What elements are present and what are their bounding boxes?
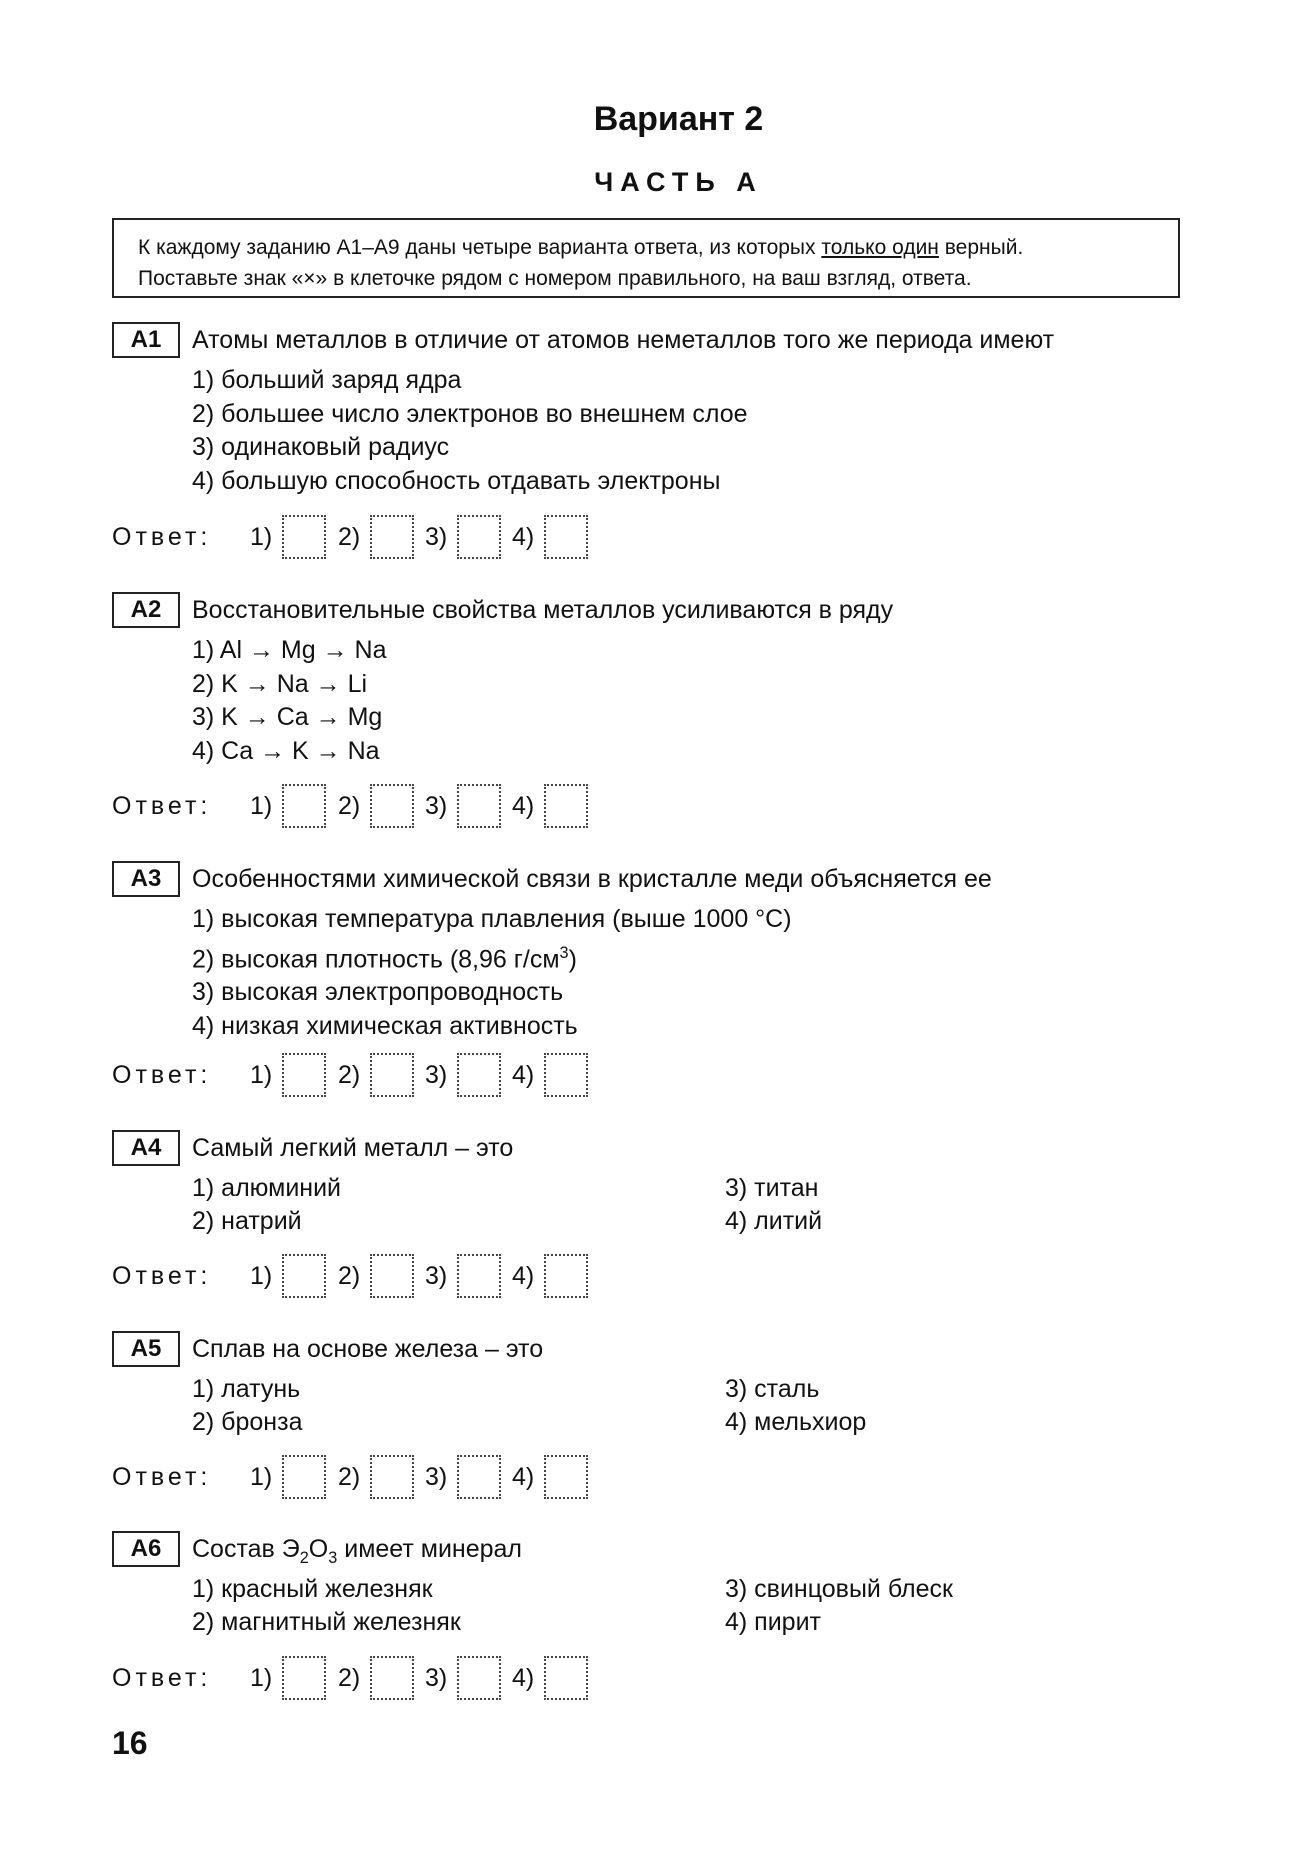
task-id-badge: А3 (112, 861, 180, 897)
answer-number-3: 3) (425, 1262, 448, 1290)
options-list (192, 634, 1212, 768)
answer-number-4: 4) (512, 1463, 535, 1491)
option-2: 2) бронза (192, 1408, 303, 1436)
task-question: Восстановительные свойства металлов усиливаются в ряду (192, 596, 894, 624)
answer-label: Ответ: (112, 523, 212, 551)
instructions-line-2: Поставьте знак «×» в клеточке рядом с номером правильного, на ваш взгляд, ответа. (138, 267, 972, 290)
answer-label: Ответ: (112, 792, 212, 820)
answer-number-2: 2) (338, 1463, 361, 1491)
task-a6 (112, 1531, 1212, 1640)
answer-number-4: 4) (512, 1061, 535, 1089)
option-1: 1) алюминий (192, 1174, 342, 1202)
instructions-line-1: К каждому заданию А1–А9 даны четыре варианта ответа, из которых только один верный. (138, 236, 1024, 259)
task-a1 (112, 322, 1212, 498)
answer-number-3: 3) (425, 523, 448, 551)
task-id-badge: А5 (112, 1331, 180, 1367)
options-grid (192, 1172, 1212, 1239)
answer-number-3: 3) (425, 1061, 448, 1089)
task-id-badge: А4 (112, 1130, 180, 1166)
answer-number-1: 1) (250, 1262, 273, 1290)
answer-row-a1 (112, 515, 712, 561)
answer-checkbox-4[interactable] (544, 784, 588, 828)
answer-checkbox-1[interactable] (282, 1455, 326, 1499)
task-a3 (112, 861, 1212, 1043)
answer-checkbox-1[interactable] (282, 1656, 326, 1700)
option-4: 4) большую способность отдавать электроны (192, 466, 721, 495)
options-grid (192, 1373, 1212, 1440)
answer-checkbox-2[interactable] (370, 784, 414, 828)
task-question: Атомы металлов в отличие от атомов неметаллов того же периода имеют (192, 326, 1055, 354)
option-1: 1) Al → Mg → Na (192, 636, 387, 664)
option-1: 1) красный железняк (192, 1575, 433, 1603)
options-list (192, 364, 1212, 498)
answer-number-3: 3) (425, 1463, 448, 1491)
answer-number-1: 1) (250, 523, 273, 551)
answer-number-1: 1) (250, 1664, 273, 1692)
option-3: 3) одинаковый радиус (192, 433, 450, 461)
option-4: 4) мельхиор (725, 1408, 867, 1436)
answer-checkbox-2[interactable] (370, 515, 414, 559)
answer-number-2: 2) (338, 792, 361, 820)
task-question: Состав $Э_2O_3$ имеет минерал (192, 1535, 523, 1567)
answer-label: Ответ: (112, 1262, 212, 1290)
answer-number-2: 2) (338, 1664, 361, 1692)
option-1: 1) высокая температура плавления (выше 1000 °С) (192, 905, 792, 933)
page-number: 16 (112, 1725, 148, 1761)
answer-checkbox-3[interactable] (457, 1656, 501, 1700)
answer-checkbox-3[interactable] (457, 784, 501, 828)
answer-label: Ответ: (112, 1061, 212, 1089)
option-3: 3) свинцовый блеск (725, 1575, 953, 1603)
answer-checkbox-4[interactable] (544, 1455, 588, 1499)
answer-number-2: 2) (338, 523, 361, 551)
answer-checkbox-2[interactable] (370, 1455, 414, 1499)
answer-number-4: 4) (512, 523, 535, 551)
answer-checkbox-4[interactable] (544, 515, 588, 559)
option-3: 3) высокая электропроводность (192, 978, 564, 1007)
task-id-badge: А2 (112, 592, 180, 628)
options-list (192, 903, 1212, 1043)
answer-number-3: 3) (425, 792, 448, 820)
task-question: Самый легкий металл – это (192, 1134, 514, 1162)
answer-label: Ответ: (112, 1664, 212, 1692)
task-question: Сплав на основе железа – это (192, 1335, 544, 1363)
answer-checkbox-2[interactable] (370, 1254, 414, 1298)
answer-checkbox-1[interactable] (282, 515, 326, 559)
option-2: 2) магнитный железняк (192, 1608, 461, 1636)
answer-number-4: 4) (512, 1262, 535, 1290)
option-1: 1) латунь (192, 1375, 301, 1403)
answer-checkbox-4[interactable] (544, 1053, 588, 1097)
answer-checkbox-1[interactable] (282, 784, 326, 828)
option-3: 3) сталь (725, 1375, 820, 1403)
task-a5 (112, 1331, 1212, 1440)
answer-checkbox-4[interactable] (544, 1656, 588, 1700)
answer-row-a6 (112, 1656, 712, 1702)
answer-label: Ответ: (112, 1463, 212, 1491)
answer-row-a5 (112, 1455, 712, 1501)
option-4: 4) Ca → K → Na (192, 736, 380, 765)
option-4: 4) литий (725, 1207, 823, 1235)
answer-row-a3 (112, 1053, 712, 1099)
instructions-box (112, 218, 1180, 298)
option-2: 2) высокая плотность (8,96 $г/см^3$) (192, 943, 577, 973)
answer-checkbox-1[interactable] (282, 1053, 326, 1097)
answer-number-3: 3) (425, 1664, 448, 1692)
answer-number-4: 4) (512, 1664, 535, 1692)
answer-checkbox-3[interactable] (457, 515, 501, 559)
option-3: 3) титан (725, 1174, 819, 1202)
answer-number-1: 1) (250, 792, 273, 820)
option-2: 2) K → Na → Li (192, 669, 368, 698)
answer-number-4: 4) (512, 792, 535, 820)
answer-checkbox-4[interactable] (544, 1254, 588, 1298)
option-4: 4) пирит (725, 1608, 821, 1636)
answer-checkbox-3[interactable] (457, 1455, 501, 1499)
task-question: Особенностями химической связи в кристалле меди объясняется ее (192, 865, 992, 893)
answer-checkbox-2[interactable] (370, 1656, 414, 1700)
answer-number-2: 2) (338, 1262, 361, 1290)
underlined-emphasis: только один (821, 236, 939, 259)
answer-number-1: 1) (250, 1061, 273, 1089)
answer-checkbox-3[interactable] (457, 1053, 501, 1097)
page-title: Вариант 2 (593, 100, 764, 138)
answer-checkbox-3[interactable] (457, 1254, 501, 1298)
task-a2 (112, 592, 1212, 768)
options-grid (192, 1573, 1212, 1640)
answer-checkbox-2[interactable] (370, 1053, 414, 1097)
answer-row-a2 (112, 784, 712, 830)
answer-number-2: 2) (338, 1061, 361, 1089)
option-1: 1) больший заряд ядра (192, 366, 462, 394)
part-title: ЧАСТЬ А (594, 167, 763, 197)
answer-row-a4 (112, 1254, 712, 1300)
option-2: 2) большее число электронов во внешнем слое (192, 399, 748, 428)
task-a4 (112, 1130, 1212, 1239)
answer-checkbox-1[interactable] (282, 1254, 326, 1298)
task-id-badge: А1 (112, 322, 180, 358)
option-3: 3) K → Ca → Mg (192, 703, 383, 731)
option-2: 2) натрий (192, 1207, 302, 1235)
option-4: 4) низкая химическая активность (192, 1011, 578, 1040)
task-id-badge: А6 (112, 1531, 180, 1567)
answer-number-1: 1) (250, 1463, 273, 1491)
